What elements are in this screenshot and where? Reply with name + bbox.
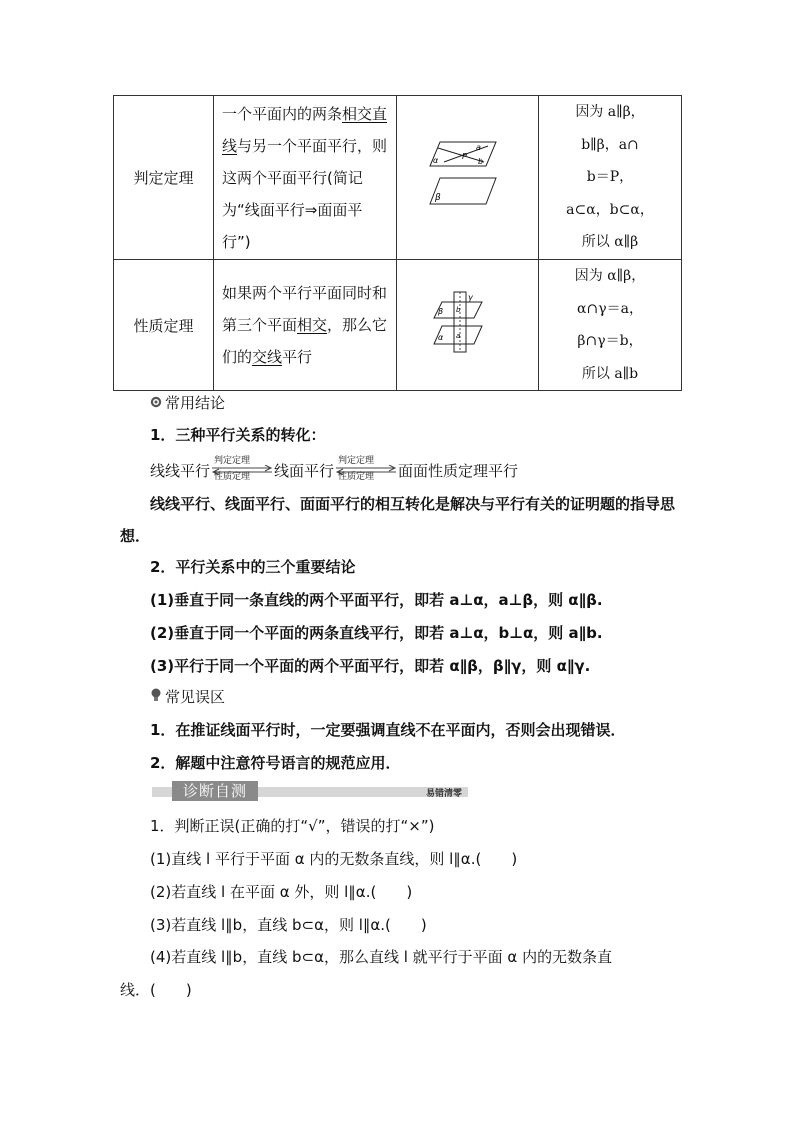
table-row <box>114 96 682 260</box>
banner-label: 诊断自测 <box>172 781 258 801</box>
exercise-question-continued: 线．( ) <box>120 981 192 999</box>
theorem-table <box>113 95 682 391</box>
exercise-question: (1)直线 l 平行于平面 α 内的无数条直线，则 l∥α.( ) <box>150 850 518 868</box>
double-arrow <box>334 456 398 484</box>
figure-label-a: a <box>475 142 481 152</box>
figure-label-beta: β <box>434 192 441 203</box>
theorem-name: 性质定理 <box>114 260 214 391</box>
heading-text: 常用结论 <box>165 394 226 412</box>
symbolic-line: α∩γ＝a， <box>577 300 643 317</box>
arrow-bottom-label: 性质定理 <box>338 472 375 482</box>
chain-term: 线面平行 <box>274 461 335 480</box>
three-planes-figure <box>418 288 518 358</box>
double-arrow <box>210 456 274 484</box>
theorem-figure <box>397 96 539 260</box>
theorem-text-underlined: 相交 <box>297 316 328 334</box>
theorem-figure <box>397 260 539 391</box>
theorem-text-part: 平行 <box>282 348 313 366</box>
theorem-text-part: 如果两个平行平面同时和第三个平面 <box>222 284 388 334</box>
arrow-bottom-label: 性质定理 <box>214 472 251 482</box>
symbolic-line: b＝P， <box>586 169 634 186</box>
figure-label-alpha: α <box>437 333 443 342</box>
symbolic-line: 因为 a∥β， <box>575 104 645 121</box>
exercise-question: (3)若直线 l∥b，直线 b⊂α，则 l∥α.( ) <box>150 916 427 934</box>
symbolic-line: a⊂α，b⊂α， <box>566 201 654 218</box>
conclusion-2-item: (3)平行于同一个平面的两个平面平行，即若 α∥β，β∥γ，则 α∥γ. <box>150 657 591 675</box>
theorem-text-part: 与另一个平面平行，则这两个平面平行(简记为“线面平行⇒面面平行”) <box>222 136 388 251</box>
diagnosis-banner <box>152 781 468 801</box>
figure-label-b: b <box>477 156 483 166</box>
conversion-chain <box>150 456 518 484</box>
theorem-text <box>214 96 397 260</box>
exercise-question: (4)若直线 l∥b，直线 b⊂α，那么直线 l 就平行于平面 α 内的无数条直 <box>150 948 613 966</box>
figure-label-p: P <box>461 151 467 161</box>
theorem-name: 判定定理 <box>114 96 214 260</box>
figure-label-a: a <box>455 332 460 340</box>
chain-term: 性质定理平行 <box>428 461 519 480</box>
theorem-text <box>214 260 397 391</box>
theorem-text-underlined: 相交直线 <box>222 104 388 155</box>
theorem-symbolic <box>539 96 682 260</box>
theorem-text-part: 一个平面内的两条 <box>222 104 343 123</box>
mistake-item: 1．在推证线面平行时，一定要强调直线不在平面内，否则会出现错误． <box>150 721 626 739</box>
conclusion-1-title: 1．三种平行关系的转化： <box>150 426 326 444</box>
lightbulb-icon <box>150 688 162 706</box>
exercise-question: (2)若直线 l 在平面 α 外，则 l∥α.( ) <box>150 883 413 901</box>
symbolic-line: 所以 α∥β <box>581 234 639 251</box>
banner-tag: 易错清零 <box>425 789 462 799</box>
symbolic-line: 所以 a∥b <box>581 365 639 382</box>
figure-label-b: b <box>455 306 460 314</box>
common-conclusions-heading <box>150 392 225 413</box>
exercise-title: 1．判断正误(正确的打“√”，错误的打“×”) <box>150 817 435 835</box>
arrow-top-label: 判定定理 <box>214 456 251 466</box>
common-mistakes-heading <box>150 686 225 707</box>
arrow-top-label: 判定定理 <box>338 456 375 466</box>
figure-label-gamma: γ <box>467 293 473 302</box>
heading-text: 常见误区 <box>165 688 226 706</box>
theorem-text-part: ，那么它们的 <box>222 316 388 366</box>
conclusion-2-item: (2)垂直于同一个平面的两条直线平行，即若 a⊥α，b⊥α，则 a∥b. <box>150 624 603 642</box>
symbolic-line: b∥β，a∩ <box>581 136 639 153</box>
mistake-item: 2．解题中注意符号语言的规范应用． <box>150 754 401 772</box>
parallel-planes-figure <box>418 136 518 216</box>
conclusion-2-title: 2．平行关系中的三个重要结论 <box>150 558 356 576</box>
conclusion-1-description: 线线平行、线面平行、面面平行的相互转化是解决与平行有关的证明题的指导思想． <box>120 495 676 545</box>
theorem-text-underlined: 交线 <box>252 348 283 366</box>
chain-term: 面面 <box>398 461 429 480</box>
symbolic-line: 因为 α∥β， <box>574 268 646 284</box>
chain-term: 线线平行 <box>150 461 211 480</box>
figure-label-beta: β <box>437 307 443 316</box>
figure-label-alpha: α <box>432 155 438 165</box>
conclusion-2-item: (1)垂直于同一条直线的两个平面平行，即若 a⊥α，a⊥β，则 α∥β. <box>150 591 603 609</box>
table-row <box>114 260 682 391</box>
theorem-symbolic <box>539 260 682 391</box>
target-icon <box>150 394 162 412</box>
symbolic-line: β∩γ＝b， <box>577 333 643 349</box>
